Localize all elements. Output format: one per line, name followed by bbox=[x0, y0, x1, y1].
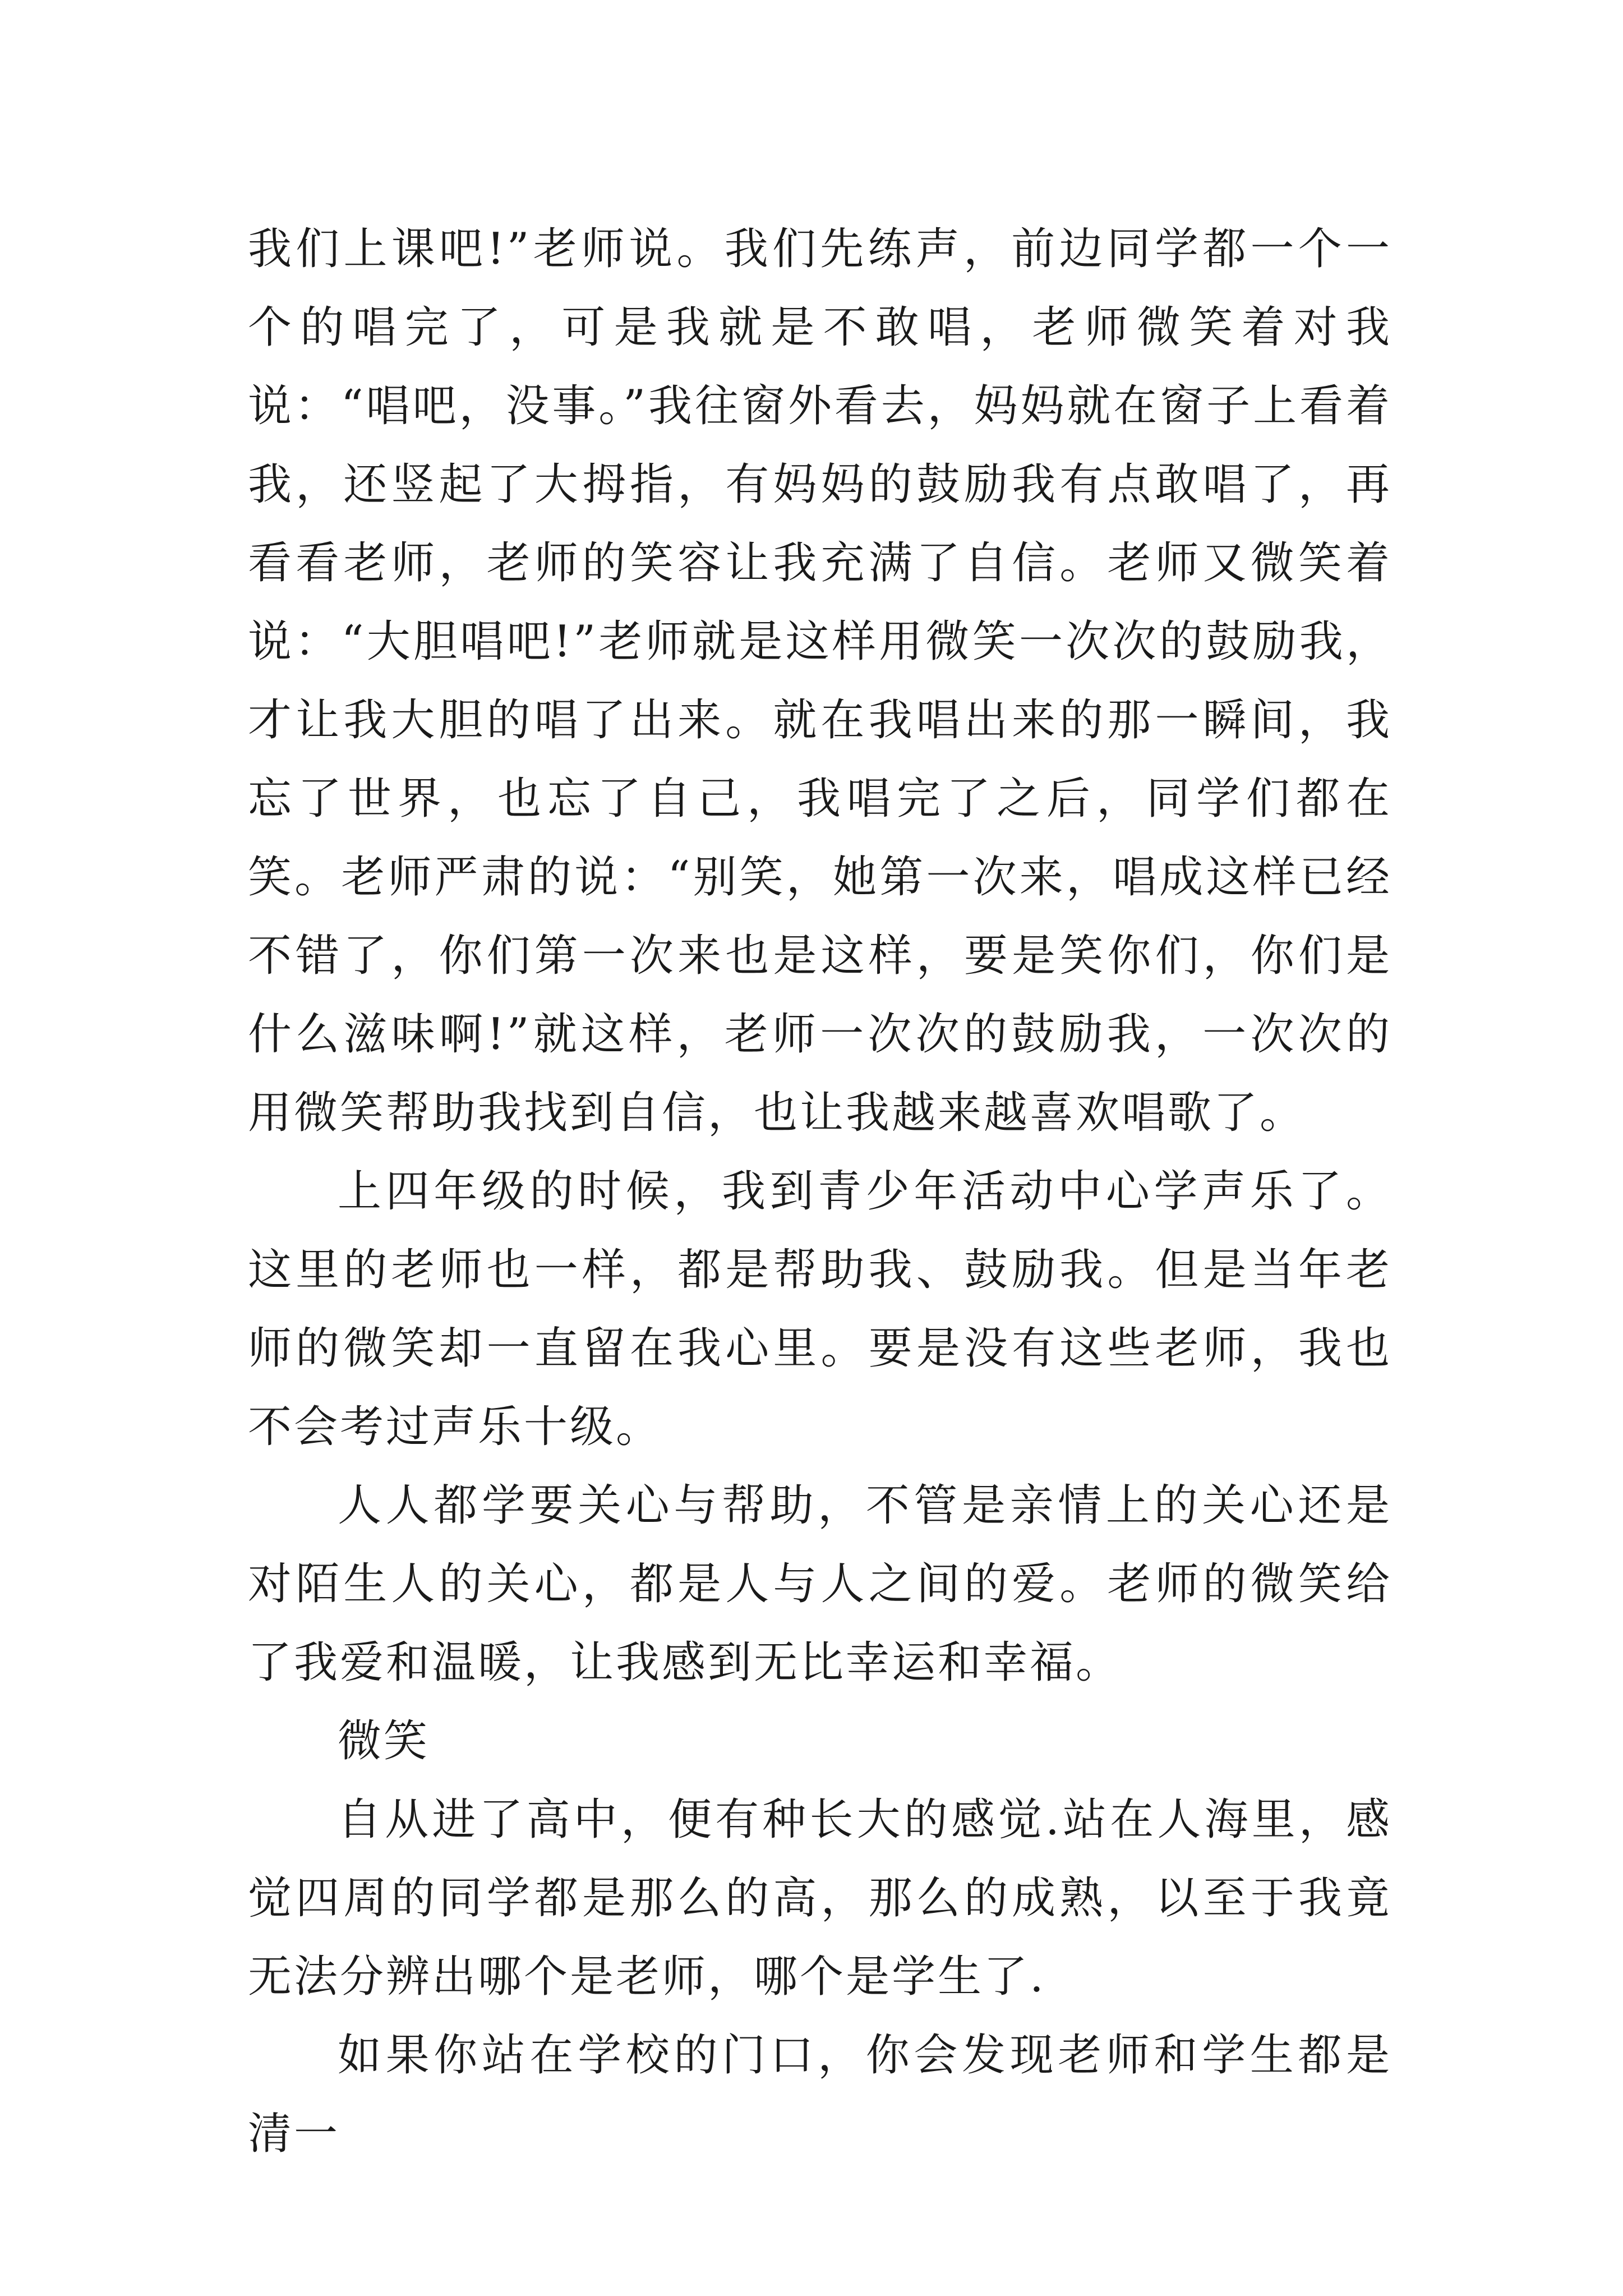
paragraph-school-gate: 如果你站在学校的门口，你会发现老师和学生都是清一 bbox=[248, 2030, 1392, 2159]
paragraph-care-and-help: 人人都学要关心与帮助，不管是亲情上的关心还是对陌生人的关心，都是人与人之间的爱。老师的微笑给了我爱和温暖，让我感到无比幸运和幸福。 bbox=[248, 1480, 1392, 1688]
paragraph-fourth-grade: 上四年级的时候，我到青少年活动中心学声乐了。这里的老师也一样，都是帮助我、鼓励我。但是当年老师的微笑却一直留在我心里。要是没有这些老师，我也不会考过声乐十级。 bbox=[248, 1166, 1392, 1452]
document-body bbox=[248, 210, 1392, 2173]
paragraph-high-school: 自从进了高中，便有种长大的感觉.站在人海里，感觉四周的同学都是那么的高，那么的成熟，以至于我竟无法分辨出哪个是老师，哪个是学生了. bbox=[248, 1795, 1392, 2002]
section-title-smile: 微笑 bbox=[338, 1716, 430, 1766]
paragraph-continued: 我们上课吧!”老师说。我们先练声，前边同学都一个一个的唱完了，可是我就是不敢唱，老师微笑着对我说：“唱吧，没事。”我往窗外看去，妈妈就在窗子上看着我，还竖起了大拇指，有妈妈的鼓励我有点敢唱了，再看看老师，老师的笑容让我充满了自信。老师又微笑着说：“大胆唱吧!”老师就是这样用微笑一次次的鼓励我，才让我大胆的唱了出来。就在我唱出来的那一瞬间，我忘了世界，也忘了自己，我唱完了之后，同学们都在笑。老师严肃的说：“别笑，她第一次来，唱成这样已经不错了，你们第一次来也是这样，要是笑你们，你们是什么滋味啊!”就这样，老师一次次的鼓励我，一次次的用微笑帮助我找到自信，也让我越来越喜欢唱歌了。 bbox=[248, 224, 1392, 1138]
